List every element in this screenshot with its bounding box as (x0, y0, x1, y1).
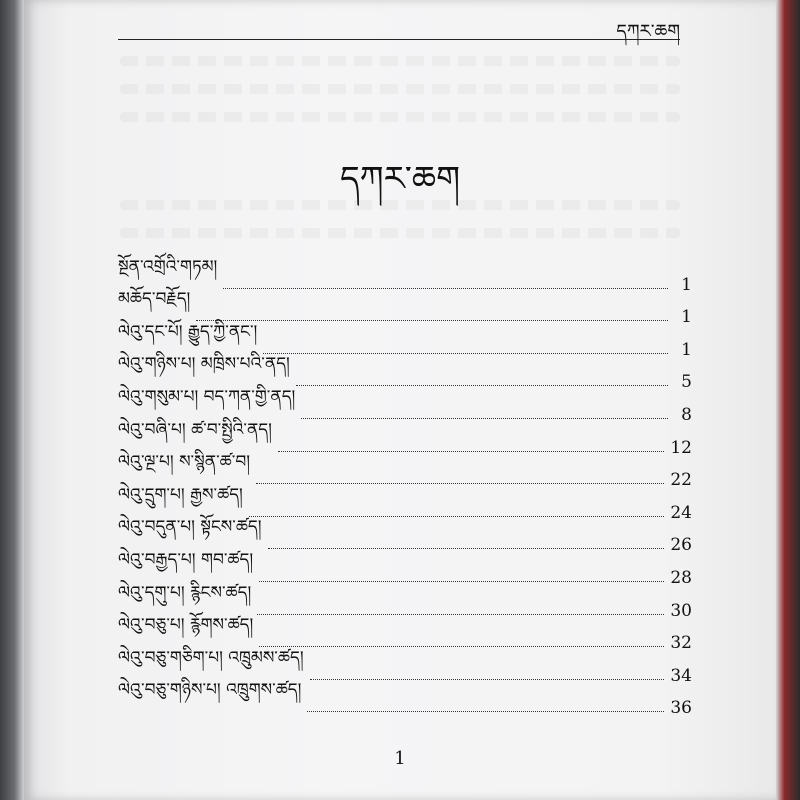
toc-entry-title: ལེའུ་གསུམ་པ། བད་ཀན་གྱི་ནད། (118, 386, 296, 407)
header-rule (118, 39, 680, 40)
toc-entry-title: མཆོད་བརྗོད། (118, 289, 191, 310)
dot-leader (263, 353, 668, 354)
toc-entry-page: 1 (681, 307, 692, 328)
dot-leader (278, 451, 664, 452)
toc-entry-page: 34 (670, 665, 692, 686)
dot-leader (259, 581, 664, 582)
dot-leader (256, 483, 664, 484)
book-gutter-shadow (0, 0, 24, 800)
toc-entry-page: 5 (681, 372, 692, 393)
dot-leader (249, 516, 665, 517)
toc-entry-title: ལེའུ་བདུན་པ། སྟོངས་ཚད། (118, 517, 262, 538)
toc-entry (118, 680, 692, 719)
toc-title: དཀར་ཆག (339, 159, 461, 199)
toc-entry-title: སྔོན་འགྲོའི་གཏམ། (118, 256, 218, 277)
dot-leader (196, 320, 668, 321)
dot-leader (310, 679, 665, 680)
toc-entry-title: ལེའུ་གཉིས་པ། མཁྲིས་པའི་ནད། (118, 354, 290, 375)
toc-entry-title: ལེའུ་ལྔ་པ། ས་སྙིན་ཚ་བ། (118, 452, 251, 473)
toc-entry-page: 8 (681, 404, 692, 425)
toc-entry-page: 26 (670, 535, 692, 556)
toc-entry (118, 256, 692, 295)
dot-leader (223, 288, 668, 289)
toc-entry-page: 22 (670, 470, 692, 491)
page-number: 1 (394, 748, 406, 769)
dot-leader (301, 418, 668, 419)
dot-leader (268, 548, 665, 549)
toc-entry-page: 24 (670, 502, 692, 523)
dot-leader (307, 711, 664, 712)
toc-entry-page: 1 (681, 339, 692, 360)
toc-entry-page: 36 (670, 698, 692, 719)
toc-entry-title: ལེའུ་བཅུ་གཉིས་པ། འཁྲུགས་ཚད། (118, 680, 302, 701)
show-through-line (120, 84, 680, 94)
toc-entry-page: 32 (670, 633, 692, 654)
toc-entry-page: 28 (670, 567, 692, 588)
toc-entry-page: 12 (670, 437, 692, 458)
dot-leader (296, 385, 668, 386)
toc-entry-page: 30 (670, 600, 692, 621)
toc-entry-title: ལེའུ་དང་པོ། རྒྱུད་ཀྱི་ནང་། (118, 321, 258, 342)
toc-entry-title: ལེའུ་བཅུ་གཅིག་པ། འཁྲུམས་ཚད། (118, 647, 304, 668)
toc-entry-title: ལེའུ་བརྒྱད་པ། གབ་ཚད། (118, 549, 254, 570)
toc-entry-page: 1 (681, 274, 692, 295)
toc-entry-title: ལེའུ་དྲུག་པ། རྒྱས་ཚད། (118, 484, 243, 505)
toc-entry-title: ལེའུ་བཅུ་པ། རྙོགས་ཚད། (118, 615, 254, 636)
running-header: དཀར་ཆག (616, 21, 680, 42)
dot-leader (259, 646, 664, 647)
table-of-contents (118, 256, 692, 719)
toc-entry-title: ལེའུ་དགུ་པ། རྙིངས་ཚད། (118, 582, 252, 603)
toc-entry-title: ལེའུ་བཞི་པ། ཚ་བ་སྤྱིའི་ནད། (118, 419, 272, 440)
dot-leader (257, 614, 664, 615)
show-through-line (120, 112, 680, 122)
show-through-line (120, 56, 680, 66)
book-edge-right (776, 0, 800, 800)
